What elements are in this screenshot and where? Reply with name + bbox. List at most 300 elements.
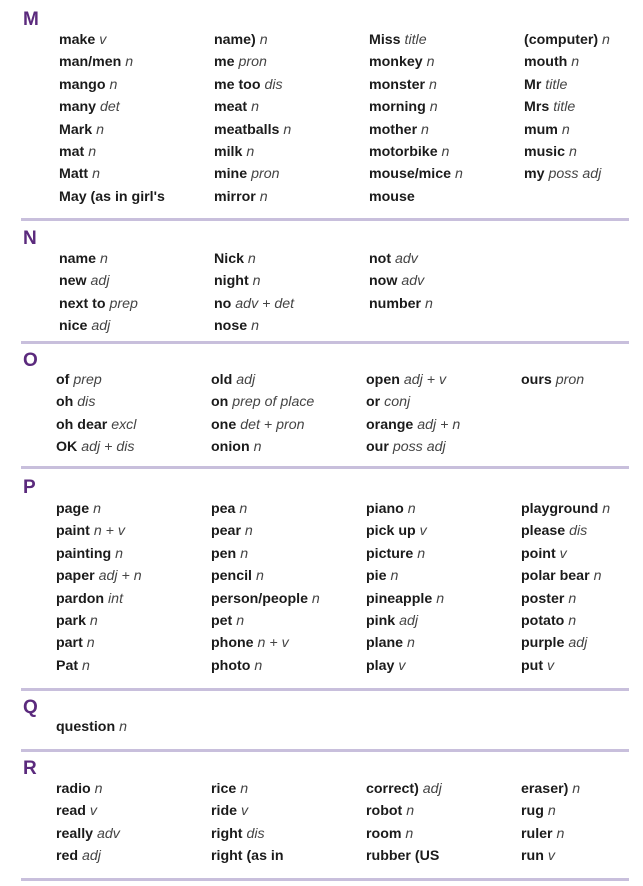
part-of-speech: pron	[555, 372, 585, 388]
section-divider	[21, 749, 629, 752]
part-of-speech: prep of place	[232, 394, 315, 411]
headword: my	[524, 166, 545, 183]
headword: read	[56, 803, 86, 820]
headword: pencil	[211, 568, 252, 585]
part-of-speech: n	[572, 781, 581, 797]
headword: monkey	[369, 54, 423, 71]
part-of-speech: n	[426, 54, 435, 71]
word-column	[369, 29, 463, 208]
part-of-speech: n	[254, 657, 263, 674]
word-entry	[366, 610, 444, 632]
headword: red	[56, 848, 79, 865]
headword: number	[369, 295, 422, 312]
part-of-speech: n	[255, 568, 264, 585]
headword: open	[366, 372, 400, 388]
word-entry	[366, 632, 444, 654]
word-entry	[56, 823, 120, 845]
headword: rubber (US	[366, 848, 440, 865]
headword: one	[211, 416, 237, 433]
headword: orange	[366, 416, 414, 433]
word-entry	[56, 391, 136, 413]
word-entry	[56, 520, 142, 542]
headword: pick up	[366, 523, 416, 540]
word-entry	[56, 436, 136, 458]
section-divider	[21, 878, 629, 881]
headword: ride	[211, 803, 238, 820]
word-entry	[56, 800, 120, 822]
headword: plane	[366, 635, 404, 652]
headword: Mark	[59, 121, 93, 138]
word-entry	[521, 588, 610, 610]
word-entry	[524, 96, 610, 118]
word-column	[521, 778, 580, 868]
part-of-speech: n	[246, 143, 255, 160]
part-of-speech: n	[428, 76, 437, 93]
headword: meatballs	[214, 121, 280, 138]
word-entry	[211, 632, 320, 654]
word-entry	[211, 588, 320, 610]
part-of-speech: n	[244, 523, 253, 540]
section-letter: O	[23, 350, 38, 371]
word-entry	[59, 96, 165, 118]
part-of-speech: n	[109, 76, 118, 93]
part-of-speech: v	[419, 523, 427, 540]
section-divider	[21, 688, 629, 691]
word-entry	[214, 186, 291, 208]
headword: pear	[211, 523, 241, 540]
part-of-speech: n	[311, 590, 320, 607]
part-of-speech: prep	[109, 295, 138, 312]
part-of-speech: dis	[569, 523, 588, 540]
word-entry	[211, 414, 314, 436]
part-of-speech: n	[407, 635, 415, 652]
word-entry	[366, 520, 444, 542]
part-of-speech: n	[424, 295, 433, 312]
part-of-speech: n	[561, 121, 570, 138]
part-of-speech: n	[86, 635, 95, 652]
headword: Matt	[59, 166, 89, 183]
part-of-speech: n	[239, 501, 248, 517]
headword: ours	[521, 372, 552, 388]
headword: park	[56, 612, 86, 629]
word-column	[211, 498, 320, 677]
part-of-speech: conj	[384, 394, 411, 411]
headword: no	[214, 295, 232, 312]
section-letter: R	[23, 758, 37, 779]
headword: mine	[214, 166, 248, 183]
word-entry	[211, 498, 320, 520]
section-letter: Q	[23, 697, 38, 718]
part-of-speech: n	[405, 825, 414, 842]
word-entry	[56, 845, 120, 867]
word-entry	[211, 778, 284, 800]
headword: old	[211, 372, 233, 388]
word-entry	[521, 565, 610, 587]
headword: phone	[211, 635, 254, 652]
part-of-speech: poss adj	[392, 439, 446, 456]
word-entry	[524, 141, 610, 163]
word-column	[521, 369, 584, 391]
word-entry	[366, 498, 444, 520]
word-entry	[366, 436, 460, 458]
word-column	[211, 778, 284, 868]
headword: music	[524, 143, 566, 160]
word-entry	[56, 414, 136, 436]
headword: photo	[211, 657, 251, 674]
part-of-speech: title	[404, 32, 427, 48]
word-column	[366, 778, 442, 868]
word-entry	[56, 565, 142, 587]
word-column	[214, 29, 291, 208]
headword: picture	[366, 545, 414, 562]
headword: point	[521, 545, 556, 562]
word-entry	[59, 29, 165, 51]
word-entry	[214, 270, 294, 292]
part-of-speech: n	[407, 501, 416, 517]
word-entry	[366, 565, 444, 587]
word-entry	[214, 248, 294, 270]
part-of-speech: n	[251, 99, 259, 116]
word-entry	[369, 96, 463, 118]
headword: our	[366, 439, 389, 456]
headword: of	[56, 372, 70, 388]
headword: please	[521, 523, 566, 540]
part-of-speech: n	[240, 545, 249, 562]
part-of-speech: det + pron	[240, 416, 305, 433]
section-letter: P	[23, 477, 36, 498]
word-entry	[366, 414, 460, 436]
headword: oh dear	[56, 416, 108, 433]
word-entry	[211, 610, 320, 632]
word-entry	[366, 823, 442, 845]
headword: rug	[521, 803, 544, 820]
part-of-speech: n	[259, 188, 268, 205]
word-entry	[214, 29, 291, 51]
headword: question	[56, 719, 116, 735]
headword: right	[211, 825, 243, 842]
word-entry	[214, 163, 291, 185]
part-of-speech: n	[602, 501, 611, 517]
word-entry	[211, 391, 314, 413]
part-of-speech: excl	[111, 416, 137, 433]
part-of-speech: n	[240, 781, 249, 797]
headword: me too	[214, 76, 261, 93]
word-entry	[59, 74, 165, 96]
headword: milk	[214, 143, 243, 160]
word-entry	[366, 391, 460, 413]
part-of-speech: n	[88, 143, 97, 160]
headword: nose	[214, 318, 248, 335]
part-of-speech: dis	[77, 394, 96, 411]
headword: paint	[56, 523, 90, 540]
headword: right (as in	[211, 848, 284, 865]
word-entry	[521, 823, 580, 845]
headword: next to	[59, 295, 106, 312]
part-of-speech: v	[547, 657, 555, 674]
part-of-speech: n	[568, 143, 577, 160]
headword: (computer)	[524, 32, 599, 48]
headword: mouse/mice	[369, 166, 452, 183]
word-entry	[59, 163, 165, 185]
word-entry	[211, 436, 314, 458]
word-entry	[366, 588, 444, 610]
headword: nice	[59, 318, 88, 335]
word-entry	[524, 163, 610, 185]
headword: motorbike	[369, 143, 438, 160]
word-column	[56, 778, 120, 868]
part-of-speech: n	[283, 121, 292, 138]
part-of-speech: adj + n	[417, 416, 461, 433]
part-of-speech: n	[571, 54, 580, 71]
word-entry	[59, 186, 165, 208]
part-of-speech: n	[115, 545, 124, 562]
headword: name	[59, 251, 97, 267]
word-entry	[56, 543, 142, 565]
headword: make	[59, 32, 96, 48]
headword: paper	[56, 568, 95, 585]
word-entry	[211, 823, 284, 845]
headword: poster	[521, 590, 565, 607]
headword: eraser)	[521, 781, 569, 797]
headword: ruler	[521, 825, 553, 842]
headword: piano	[366, 501, 404, 517]
word-entry	[211, 655, 320, 677]
word-entry	[56, 632, 142, 654]
headword: Nick	[214, 251, 244, 267]
word-column	[211, 369, 314, 459]
word-entry	[366, 778, 442, 800]
part-of-speech: v	[240, 803, 249, 820]
word-entry	[214, 96, 291, 118]
word-entry	[214, 293, 294, 315]
word-entry	[366, 845, 442, 867]
part-of-speech: n	[253, 439, 262, 456]
word-entry	[214, 141, 291, 163]
part-of-speech: n	[236, 612, 245, 629]
word-entry	[369, 293, 433, 315]
word-entry	[366, 543, 444, 565]
headword: meat	[214, 99, 248, 116]
word-entry	[369, 51, 463, 73]
part-of-speech: adj	[399, 612, 419, 629]
part-of-speech: v	[99, 32, 107, 48]
word-entry	[211, 520, 320, 542]
part-of-speech: adv	[395, 251, 418, 267]
part-of-speech: adj	[422, 781, 442, 797]
headword: mum	[524, 121, 558, 138]
part-of-speech: n	[417, 545, 426, 562]
part-of-speech: adj + dis	[81, 439, 135, 456]
part-of-speech: n	[441, 143, 450, 160]
headword: me	[214, 54, 235, 71]
part-of-speech: n	[89, 612, 98, 629]
word-entry	[369, 270, 433, 292]
word-entry	[521, 520, 610, 542]
headword: new	[59, 273, 87, 290]
headword: room	[366, 825, 402, 842]
part-of-speech: n	[247, 251, 256, 267]
headword: correct)	[366, 781, 419, 797]
part-of-speech: adj	[568, 635, 588, 652]
part-of-speech: n	[406, 803, 415, 820]
section-divider	[21, 218, 629, 221]
headword: May (as in girl's	[59, 188, 165, 205]
part-of-speech: n	[92, 166, 101, 183]
headword: pineapple	[366, 590, 433, 607]
headword: or	[366, 394, 381, 411]
word-entry	[59, 248, 138, 270]
part-of-speech: n	[390, 568, 399, 585]
part-of-speech: adj + n	[98, 568, 142, 585]
word-entry	[524, 74, 610, 96]
word-entry	[524, 119, 610, 141]
word-entry	[56, 588, 142, 610]
word-entry	[521, 655, 610, 677]
word-column	[214, 248, 294, 338]
part-of-speech: n	[454, 166, 463, 183]
headword: oh	[56, 394, 74, 411]
part-of-speech: n + v	[257, 635, 289, 652]
part-of-speech: n	[251, 318, 259, 335]
word-entry	[211, 800, 284, 822]
word-entry	[56, 716, 127, 738]
part-of-speech: n	[100, 251, 108, 267]
word-entry	[214, 51, 291, 73]
headword: man/men	[59, 54, 122, 71]
word-column	[524, 29, 610, 186]
part-of-speech: title	[545, 76, 568, 93]
part-of-speech: v	[89, 803, 98, 820]
part-of-speech: adv	[401, 273, 425, 290]
headword: really	[56, 825, 94, 842]
word-entry	[524, 51, 610, 73]
part-of-speech: v	[547, 848, 555, 865]
part-of-speech: pron	[238, 54, 267, 71]
part-of-speech: prep	[73, 372, 102, 388]
word-column	[56, 716, 127, 738]
headword: rice	[211, 781, 237, 797]
headword: monster	[369, 76, 425, 93]
headword: OK	[56, 439, 78, 456]
headword: purple	[521, 635, 565, 652]
word-entry	[521, 498, 610, 520]
part-of-speech: n	[82, 657, 90, 674]
part-of-speech: n	[119, 719, 127, 735]
headword: now	[369, 273, 398, 290]
word-entry	[369, 248, 433, 270]
word-entry	[521, 543, 610, 565]
word-entry	[56, 655, 142, 677]
part-of-speech: v	[559, 545, 567, 562]
part-of-speech: n	[259, 32, 268, 48]
headword: put	[521, 657, 544, 674]
headword: not	[369, 251, 392, 267]
headword: Mr	[524, 76, 542, 93]
part-of-speech: n	[568, 612, 577, 629]
word-entry	[59, 315, 138, 337]
word-column	[56, 369, 136, 459]
part-of-speech: n	[556, 825, 565, 842]
word-column	[59, 29, 165, 208]
headword: on	[211, 394, 229, 411]
headword: onion	[211, 439, 250, 456]
headword: playground	[521, 501, 599, 517]
word-entry	[59, 293, 138, 315]
part-of-speech: adj + v	[403, 372, 447, 388]
word-entry	[366, 800, 442, 822]
word-entry	[369, 29, 463, 51]
word-column	[366, 369, 460, 459]
word-entry	[521, 800, 580, 822]
word-entry	[521, 845, 580, 867]
part-of-speech: n	[94, 781, 103, 797]
headword: potato	[521, 612, 565, 629]
part-of-speech: n + v	[93, 523, 125, 540]
word-entry	[369, 119, 463, 141]
word-entry	[211, 369, 314, 391]
part-of-speech: title	[553, 99, 576, 116]
word-entry	[56, 498, 142, 520]
word-entry	[521, 369, 584, 391]
word-entry	[211, 565, 320, 587]
headword: mat	[59, 143, 85, 160]
word-entry	[366, 655, 444, 677]
section-divider	[21, 341, 629, 344]
word-entry	[56, 610, 142, 632]
part-of-speech: n	[93, 501, 101, 517]
part-of-speech: n	[593, 568, 602, 585]
part-of-speech: n	[547, 803, 556, 820]
headword: Pat	[56, 657, 79, 674]
word-entry	[59, 119, 165, 141]
part-of-speech: dis	[264, 76, 283, 93]
part-of-speech: det	[100, 99, 120, 116]
word-entry	[214, 119, 291, 141]
section-letter: N	[23, 228, 37, 249]
part-of-speech: n	[125, 54, 134, 71]
word-entry	[369, 74, 463, 96]
word-column	[521, 498, 610, 677]
headword: person/people	[211, 590, 308, 607]
headword: mirror	[214, 188, 256, 205]
headword: painting	[56, 545, 112, 562]
word-entry	[59, 141, 165, 163]
headword: robot	[366, 803, 403, 820]
word-entry	[214, 315, 294, 337]
word-column	[369, 248, 433, 315]
word-entry	[59, 270, 138, 292]
word-entry	[56, 778, 120, 800]
headword: page	[56, 501, 90, 517]
word-entry	[214, 74, 291, 96]
headword: night	[214, 273, 249, 290]
headword: pink	[366, 612, 396, 629]
headword: run	[521, 848, 544, 865]
headword: many	[59, 99, 97, 116]
part-of-speech: n	[421, 121, 429, 138]
headword: morning	[369, 99, 426, 116]
part-of-speech: adj	[91, 318, 111, 335]
word-entry	[524, 29, 610, 51]
word-entry	[369, 141, 463, 163]
part-of-speech: n	[602, 32, 610, 48]
headword: Miss	[369, 32, 401, 48]
part-of-speech: adj	[90, 273, 110, 290]
word-column	[59, 248, 138, 338]
headword: play	[366, 657, 395, 674]
headword: pardon	[56, 590, 105, 607]
part-of-speech: n	[252, 273, 261, 290]
